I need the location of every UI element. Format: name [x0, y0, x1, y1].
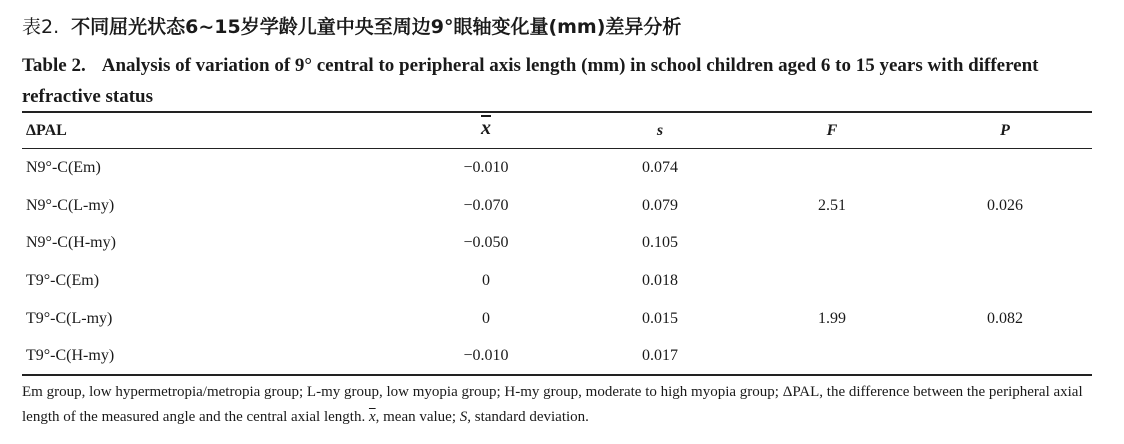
row-label: N9°-C(H-my) [26, 234, 116, 251]
row-label: T9°-C(Em) [26, 272, 100, 289]
row-label: T9°-C(L-my) [26, 310, 113, 327]
caption-label-cn: 表2. [22, 16, 60, 38]
row-mean: 0 [482, 272, 490, 289]
mean-symbol: $\overline{x}$ [481, 117, 491, 139]
row-label: N9°-C(Em) [26, 159, 101, 176]
row-label: N9°-C(L-my) [26, 197, 115, 214]
row-sd: 0.105 [642, 234, 678, 251]
footnote-text-2: , mean value; [375, 409, 460, 425]
row-p-value: 0.082 [987, 310, 1023, 327]
table-footnote [22, 380, 1102, 430]
row-mean: 0 [482, 310, 490, 327]
row-sd: 0.015 [642, 310, 678, 327]
row-mean: −0.010 [463, 347, 509, 364]
row-label: T9°-C(H-my) [26, 347, 115, 364]
table-bottom-rule [22, 374, 1092, 376]
row-sd: 0.079 [642, 197, 678, 214]
row-f-value: 1.99 [818, 310, 846, 327]
footnote-text-1: Em group, low hypermetropia/metropia group; L-my group, low myopia group; H-my group, moderate to high myopia group; ΔPAL, the difference between the peripheral axial length of the measured angle and the central axial length. [22, 384, 1083, 425]
header-p: P [1000, 122, 1010, 139]
row-sd: 0.074 [642, 159, 678, 176]
row-sd: 0.017 [642, 347, 678, 364]
row-f-value: 2.51 [818, 197, 846, 214]
row-p-value: 0.026 [987, 197, 1023, 214]
caption-english [22, 50, 1102, 112]
caption-label-en: Table 2. [22, 55, 86, 76]
footnote-mean-symbol: $\overline{x}$ [368, 409, 376, 425]
row-mean: −0.010 [463, 159, 509, 176]
header-sd: s [656, 122, 664, 139]
row-sd: 0.018 [642, 272, 678, 289]
table-header-rule [22, 148, 1092, 149]
header-mean [436, 118, 536, 140]
footnote-sd-symbol: S [459, 409, 468, 425]
caption-title-en: Analysis of variation of 9° central to peripheral axis length (mm) in school children aged 6 to 15 years with different refractive status [22, 55, 1039, 107]
row-mean: −0.050 [463, 234, 509, 251]
table-top-rule [22, 111, 1092, 113]
caption-chinese [22, 12, 681, 39]
header-delta-pal: ΔPAL [26, 122, 67, 139]
header-f: F [826, 122, 838, 139]
footnote-text-3: , standard deviation. [467, 409, 589, 425]
caption-title-cn: 不同屈光状态6~15岁学龄儿童中央至周边9°眼轴变化量(mm)差异分析 [71, 16, 682, 38]
row-mean: −0.070 [463, 197, 509, 214]
